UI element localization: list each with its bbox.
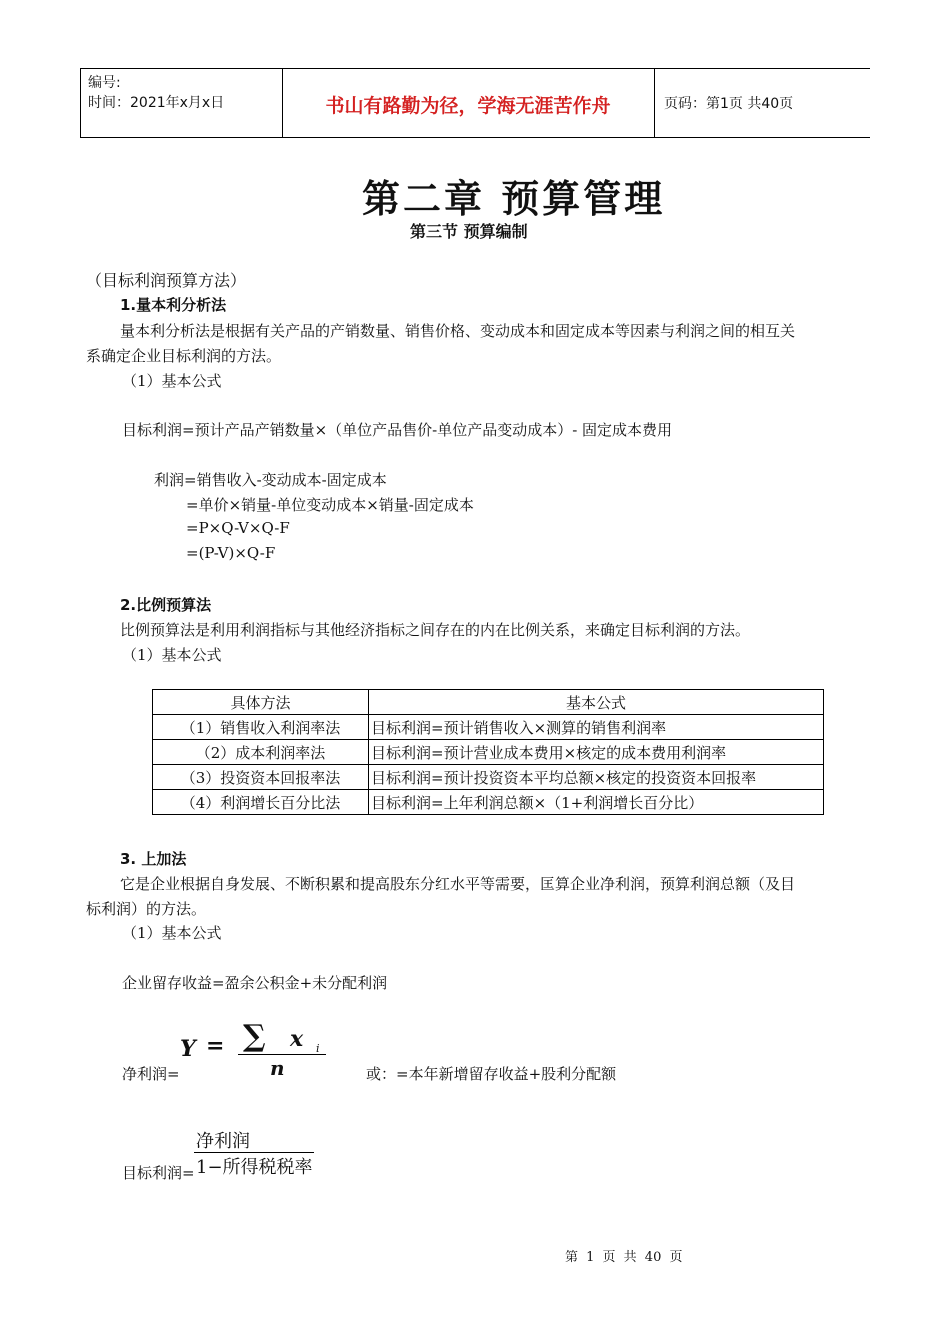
- target-profit-label: 目标利润=: [122, 1164, 195, 1182]
- header-divider: [654, 69, 655, 137]
- document-date: 时间：2021年x月x日: [88, 95, 225, 111]
- retained-earnings-formula: 企业留存收益=盈余公积金+未分配利润: [122, 974, 388, 992]
- intro-text: （目标利润预算方法）: [86, 271, 247, 290]
- section-3-paragraph-line: 它是企业根据自身发展、不断积累和提高股东分红水平等需要，匡算企业净利润，预算利润总额（及目: [120, 875, 796, 893]
- table-header-row: [153, 690, 824, 715]
- table-row: [153, 740, 824, 765]
- section-2-paragraph: 比例预算法是利用利润指标与其他经济指标之间存在的内在比例关系，来确定目标利润的方法。: [120, 621, 751, 639]
- table-header-cell: 基本公式: [369, 690, 824, 715]
- table-cell-method: （1）销售收入利润率法: [153, 715, 369, 740]
- formula-equals: =: [206, 1033, 225, 1059]
- section-3-paragraph-line: 标利润）的方法。: [86, 900, 207, 918]
- formula-x: x: [290, 1026, 304, 1052]
- table-cell-formula: 目标利润=上年利润总额×（1+利润增长百分比）: [369, 790, 824, 815]
- profit-formula-line: =(P-V)×Q-F: [186, 544, 276, 562]
- fraction-bar: [238, 1054, 326, 1055]
- target-profit-formula: 目标利润=预计产品产销数量×（单位产品售价-单位产品变动成本）- 固定成本费用: [122, 421, 673, 439]
- section-3-basic-formula-label: （1）基本公式: [122, 924, 222, 942]
- formula-n: n: [270, 1056, 285, 1080]
- table-row: [153, 790, 824, 815]
- section-1-paragraph-line: 系确定企业目标利润的方法。: [86, 347, 282, 365]
- section-1-paragraph-line: 量本利分析法是根据有关产品的产销数量、销售价格、变动成本和固定成本等因素与利润之间的相互关: [120, 322, 796, 340]
- header-meta: [88, 73, 224, 113]
- section-3-heading: 3. 上加法: [120, 850, 187, 868]
- document-header: [80, 68, 870, 138]
- table-cell-formula: 目标利润=预计投资资本平均总额×核定的投资资本回报率: [369, 765, 824, 790]
- fraction-numerator: 净利润: [196, 1131, 250, 1152]
- table-cell-method: （2）成本利润率法: [153, 740, 369, 765]
- table-cell-formula: 目标利润=预计销售收入×测算的销售利润率: [369, 715, 824, 740]
- document-number-label: 编号:: [88, 75, 121, 91]
- net-profit-label: 净利润=: [122, 1065, 180, 1083]
- table-cell-formula: 目标利润=预计营业成本费用×核定的成本费用利润率: [369, 740, 824, 765]
- table-cell-method: （3）投资资本回报率法: [153, 765, 369, 790]
- chapter-title: 第二章 预算管理: [362, 176, 666, 221]
- profit-formula-line: =单价×销量-单位变动成本×销量-固定成本: [186, 496, 474, 514]
- table-row: [153, 715, 824, 740]
- section-2-basic-formula-label: （1）基本公式: [122, 646, 222, 664]
- fraction-denominator: 1−所得税税率: [196, 1157, 313, 1178]
- ratio-method-table: [152, 689, 824, 815]
- section-1-basic-formula-label: （1）基本公式: [122, 372, 222, 390]
- section-1-heading: 1.量本利分析法: [120, 296, 227, 314]
- formula-y: Y: [180, 1036, 196, 1062]
- header-motto: 书山有路勤为径，学海无涯苦作舟: [325, 95, 611, 117]
- table-cell-method: （4）利润增长百分比法: [153, 790, 369, 815]
- header-page-info: 页码：第1页 共40页: [664, 96, 794, 112]
- profit-formula-line: =P×Q-V×Q-F: [186, 519, 290, 537]
- header-divider: [80, 69, 81, 137]
- alternative-formula: 或：=本年新增留存收益+股利分配额: [366, 1065, 617, 1083]
- profit-formula-line: 利润=销售收入-变动成本-固定成本: [154, 471, 387, 489]
- formula-subscript-i: i: [316, 1042, 320, 1055]
- table-header-cell: 具体方法: [153, 690, 369, 715]
- section-title: 第三节 预算编制: [410, 222, 528, 241]
- sum-symbol: ∑: [243, 1019, 266, 1054]
- page-footer: 第 1 页 共 40 页: [565, 1250, 683, 1265]
- table-row: [153, 765, 824, 790]
- section-2-heading: 2.比例预算法: [120, 596, 212, 614]
